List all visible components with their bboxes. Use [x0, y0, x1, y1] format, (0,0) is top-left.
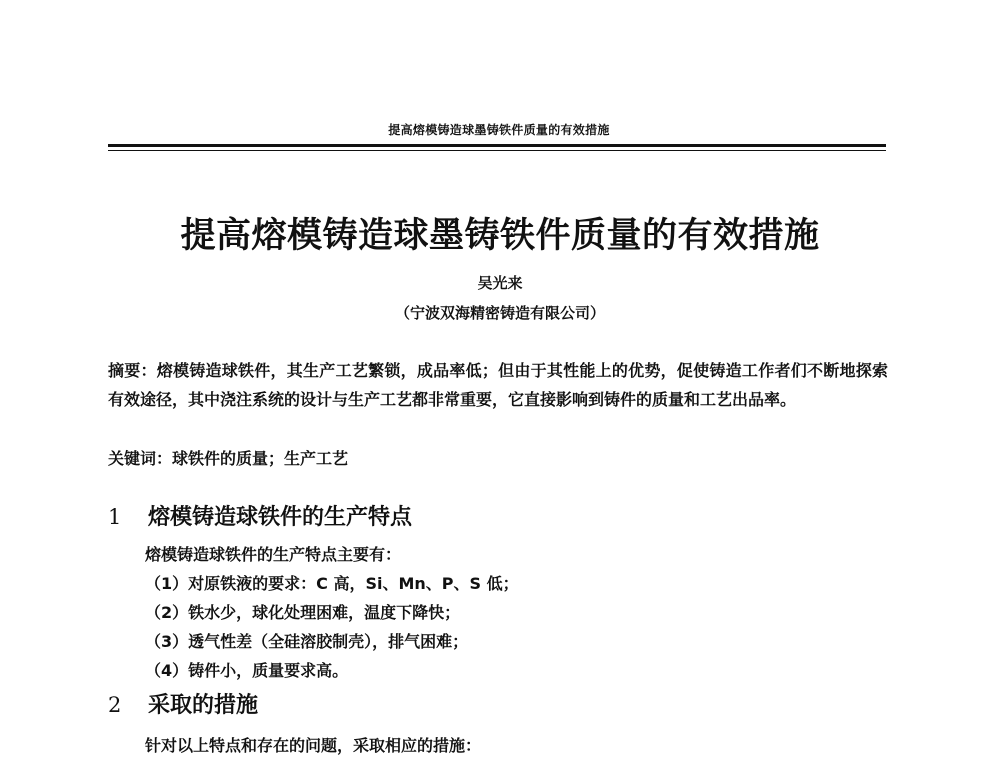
list-item: （1）对原铁液的要求：C 高，Si、Mn、P、S 低； [145, 574, 519, 593]
list-item: （2）铁水少，球化处理困难，温度下降快； [145, 603, 461, 622]
section-1-title: 熔模铸造球铁件的生产特点 [148, 505, 413, 530]
section-2-number: 2 [108, 693, 122, 717]
keywords-label: 关键词： [108, 449, 173, 468]
header-rule-thin [108, 150, 886, 151]
list-item: （3）透气性差（全硅溶胶制壳），排气困难； [145, 632, 469, 651]
keywords-text: 球铁件的质量；生产工艺 [172, 449, 349, 468]
abstract [108, 356, 888, 414]
section-2-heading [108, 690, 888, 721]
list-item: （4）铸件小，质量要求高。 [145, 661, 349, 680]
section-2-intro: 针对以上特点和存在的问题，采取相应的措施： [145, 736, 482, 755]
section-1-body [145, 540, 885, 685]
paper-title: 提高熔模铸造球墨铸铁件质量的有效措施 [180, 216, 820, 256]
header-rule-thick [108, 144, 886, 147]
keywords [108, 444, 888, 473]
running-header: 提高熔模铸造球墨铸铁件质量的有效措施 [388, 123, 610, 137]
section-1-number: 1 [108, 505, 122, 529]
author-affiliation: （宁波双海精密铸造有限公司） [394, 304, 605, 322]
section-1-intro: 熔模铸造球铁件的生产特点主要有： [145, 545, 402, 564]
author-name: 吴光来 [477, 274, 523, 292]
abstract-text: 熔模铸造球铁件，其生产工艺繁锁，成品率低；但由于其性能上的优势，促使铸造工作者们不断地探索有效途径，其中浇注系统的设计与生产工艺都非常重要，它直接影响到铸件的质量和工艺出品率。 [108, 361, 888, 409]
section-1-heading [108, 502, 888, 533]
section-2-title: 采取的措施 [148, 693, 259, 718]
abstract-label: 摘要： [108, 361, 157, 380]
